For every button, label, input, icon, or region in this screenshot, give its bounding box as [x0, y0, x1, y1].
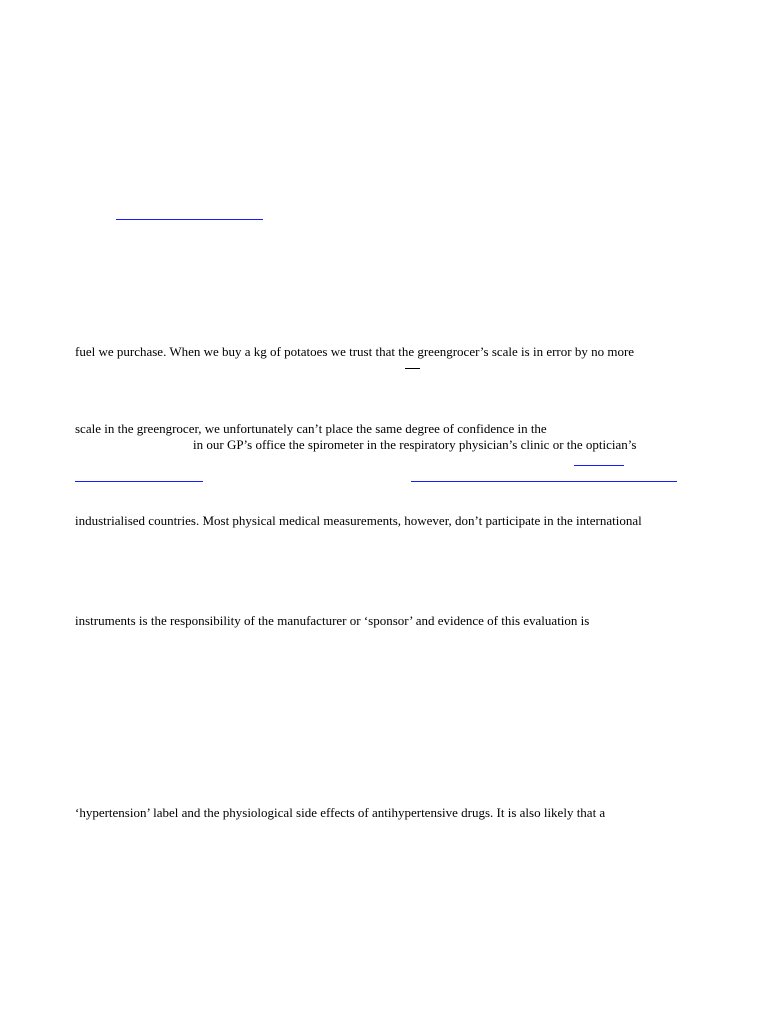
paragraph-line-4: industrialised countries. Most physical medical measurements, however, don’t participate in the international: [75, 513, 642, 528]
paragraph-line-3: in our GP’s office the spirometer in the respiratory physician’s clinic or the optician’s: [193, 437, 637, 452]
paragraph-line-2: scale in the greengrocer, we unfortunately can’t place the same degree of confidence in the: [75, 421, 547, 436]
paragraph-line-1: fuel we purchase. When we buy a kg of potatoes we trust that the greengrocer’s scale is in error by no more: [75, 344, 635, 359]
paragraph-line-5: instruments is the responsibility of the manufacturer or ‘sponsor’ and evidence of this evaluation is: [75, 613, 590, 628]
link-underline-1[interactable]: [116, 219, 263, 220]
em-dash-mark: [405, 368, 420, 369]
link-underline-4[interactable]: [411, 481, 677, 482]
link-underline-2[interactable]: [574, 465, 624, 466]
link-underline-3[interactable]: [75, 481, 203, 482]
paragraph-line-6: ‘hypertension’ label and the physiological side effects of antihypertensive drugs. It is also likely that a: [75, 805, 606, 820]
